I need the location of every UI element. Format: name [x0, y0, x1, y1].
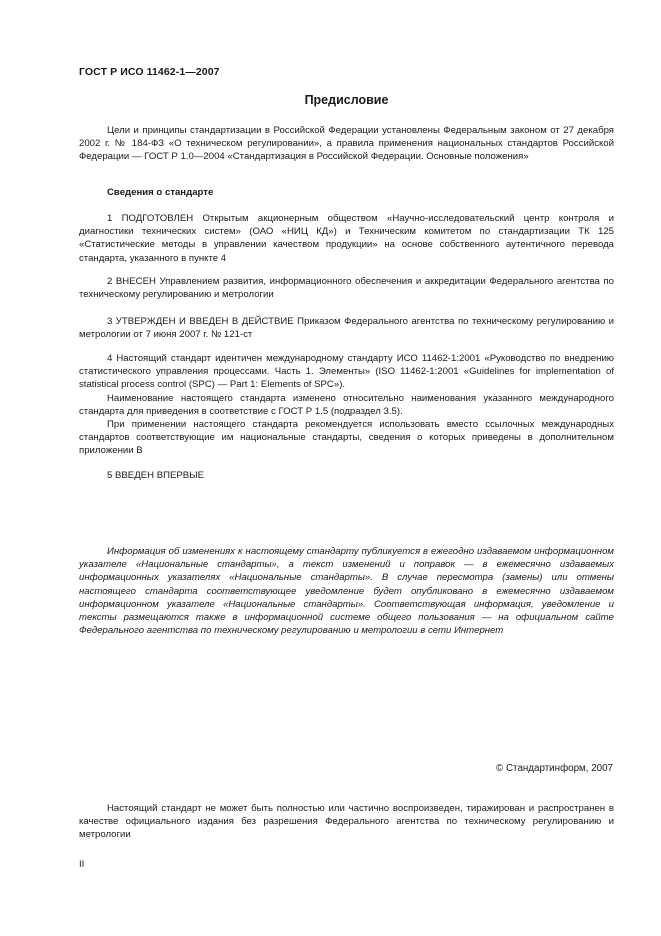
item-3-block [79, 315, 614, 341]
copyright-line: © Стандартинформ, 2007 [496, 763, 613, 774]
legal-block [79, 802, 614, 842]
section-heading: Сведения о стандарте [107, 187, 214, 198]
page-title: Предисловие [304, 93, 389, 107]
legal-paragraph: Настоящий стандарт не может быть полностью или частично воспроизведен, тиражирован и распространен в качестве официального издания без разрешения Федерального агентства по техническому регулированию и метрологии [79, 803, 614, 841]
intro-paragraph: Цели и принципы стандартизации в Российской Федерации установлены Федеральным законом от 27 декабря 2002 г. № 184-ФЗ «О техническом регулировании», а правила применения национальных стандартов Российской Федерации — ГОСТ Р 1.0—2004 «Стандартизация в Российской Федерации. Основные положения» [79, 125, 614, 163]
item-4-block [79, 352, 614, 458]
item-4-references-note: При применении настоящего стандарта рекомендуется использовать вместо ссылочных международных стандартов соответствующие им национальные стандарты, сведения о которых приведены в дополнительном приложении В [79, 419, 614, 457]
intro-paragraph-block [79, 124, 614, 164]
document-code-header: ГОСТ Р ИСО 11462-1—2007 [79, 66, 220, 78]
page-number: II [79, 859, 85, 870]
item-1-block [79, 212, 614, 265]
item-5-paragraph: 5 ВВЕДЕН ВПЕРВЫЕ [107, 470, 205, 481]
notice-paragraph: Информация об изменениях к настоящему стандарту публикуется в ежегодно издаваемом информационном указателе «Национальные стандарты», а текст изменений и поправок — в ежемесячно издаваемых информационных указателях «Национальные стандарты». В случае пересмотра (замены) или отмены настоящего стандарта соответствующее уведомление будет опубликовано в ежемесячно издаваемом информационном указателе «Национальные стандарты». Соответствующая информация, уведомление и тексты размещаются также в информационной системе общего пользования — на официальном сайте Федерального агентства по техническому регулированию и метрологии в сети Интернет [79, 546, 614, 637]
item-2-block [79, 275, 614, 301]
item-1-paragraph: 1 ПОДГОТОВЛЕН Открытым акционерным обществом «Научно-исследовательский центр контроля и диагностики технических систем» (ОАО «НИЦ КД») и Техническим комитетом по стандартизации ТК 125 «Статистические методы в управлении качеством продукции» на основе собственного аутентичного перевода стандарта, указанного в пункте 4 [79, 213, 614, 264]
section-heading-block [79, 186, 614, 199]
item-5-block [79, 469, 614, 482]
item-3-paragraph: 3 УТВЕРЖДЕН И ВВЕДЕН В ДЕЙСТВИЕ Приказом Федерального агентства по техническому регулированию и метрологии от 7 июня 2007 г. № 121-ст [79, 316, 614, 341]
notice-block [79, 545, 614, 637]
item-4-paragraph: 4 Настоящий стандарт идентичен международному стандарту ИСО 11462-1:2001 «Руководство по внедрению статистического управления процессами. Часть 1. Элементы» (ISO 11462-1:2001 «Guidelines for implementation of statistical process control (SPC) — Part 1: Elements of SPC»). [79, 353, 614, 391]
item-2-paragraph: 2 ВНЕСЕН Управлением развития, информационного обеспечения и аккредитации Федерального агентства по техническому регулированию и метрологии [79, 276, 614, 301]
item-4-name-note: Наименование настоящего стандарта изменено относительно наименования указанного международного стандарта для приведения в соответствие с ГОСТ Р 1.5 (подраздел 3.5). [79, 392, 614, 417]
